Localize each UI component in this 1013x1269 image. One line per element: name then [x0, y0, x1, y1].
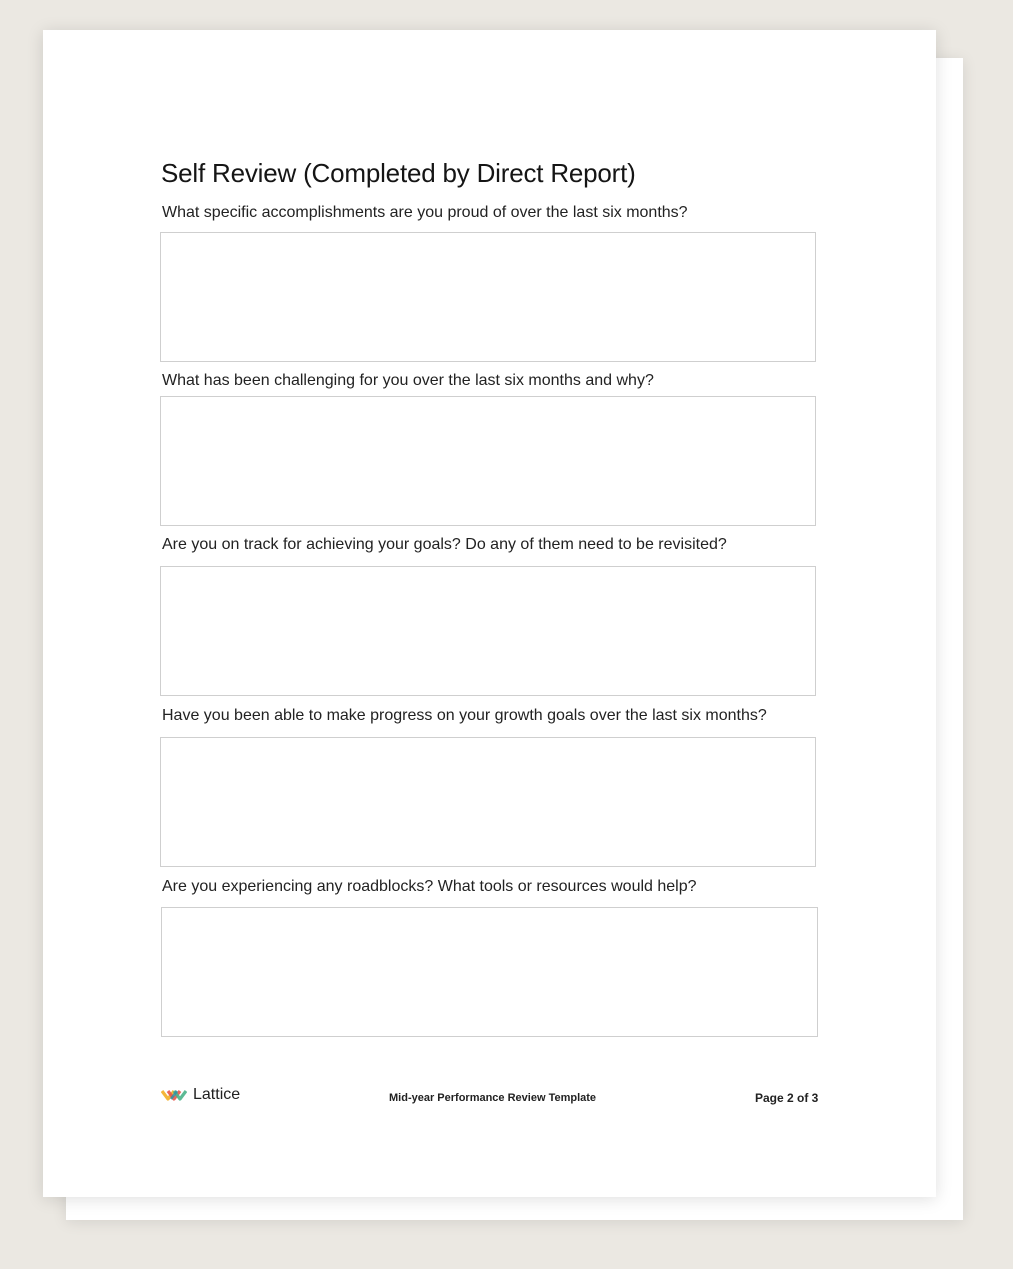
page-indicator: Page 2 of 3: [755, 1091, 819, 1105]
question-roadblocks: Are you experiencing any roadblocks? What tools or resources would help?: [162, 878, 697, 895]
answer-box-accomplishments[interactable]: [160, 232, 816, 362]
answer-box-goals-on-track[interactable]: [160, 566, 816, 696]
page-title: Self Review (Completed by Direct Report): [161, 158, 636, 188]
lattice-logo-icon: [161, 1086, 187, 1104]
question-goals-on-track: Are you on track for achieving your goals? Do any of them need to be revisited?: [162, 536, 727, 553]
answer-box-challenges[interactable]: [160, 396, 816, 526]
answer-box-growth-goals[interactable]: [160, 737, 816, 867]
question-challenges: What has been challenging for you over the last six months and why?: [162, 372, 654, 389]
answer-box-roadblocks[interactable]: [161, 907, 818, 1037]
brand-name: Lattice: [193, 1086, 241, 1103]
document-page: [43, 30, 936, 1197]
footer-brand: [161, 1086, 240, 1104]
question-accomplishments: What specific accomplishments are you proud of over the last six months?: [162, 204, 688, 221]
template-name: Mid-year Performance Review Template: [389, 1092, 597, 1104]
question-growth-goals: Have you been able to make progress on your growth goals over the last six months?: [162, 707, 767, 724]
